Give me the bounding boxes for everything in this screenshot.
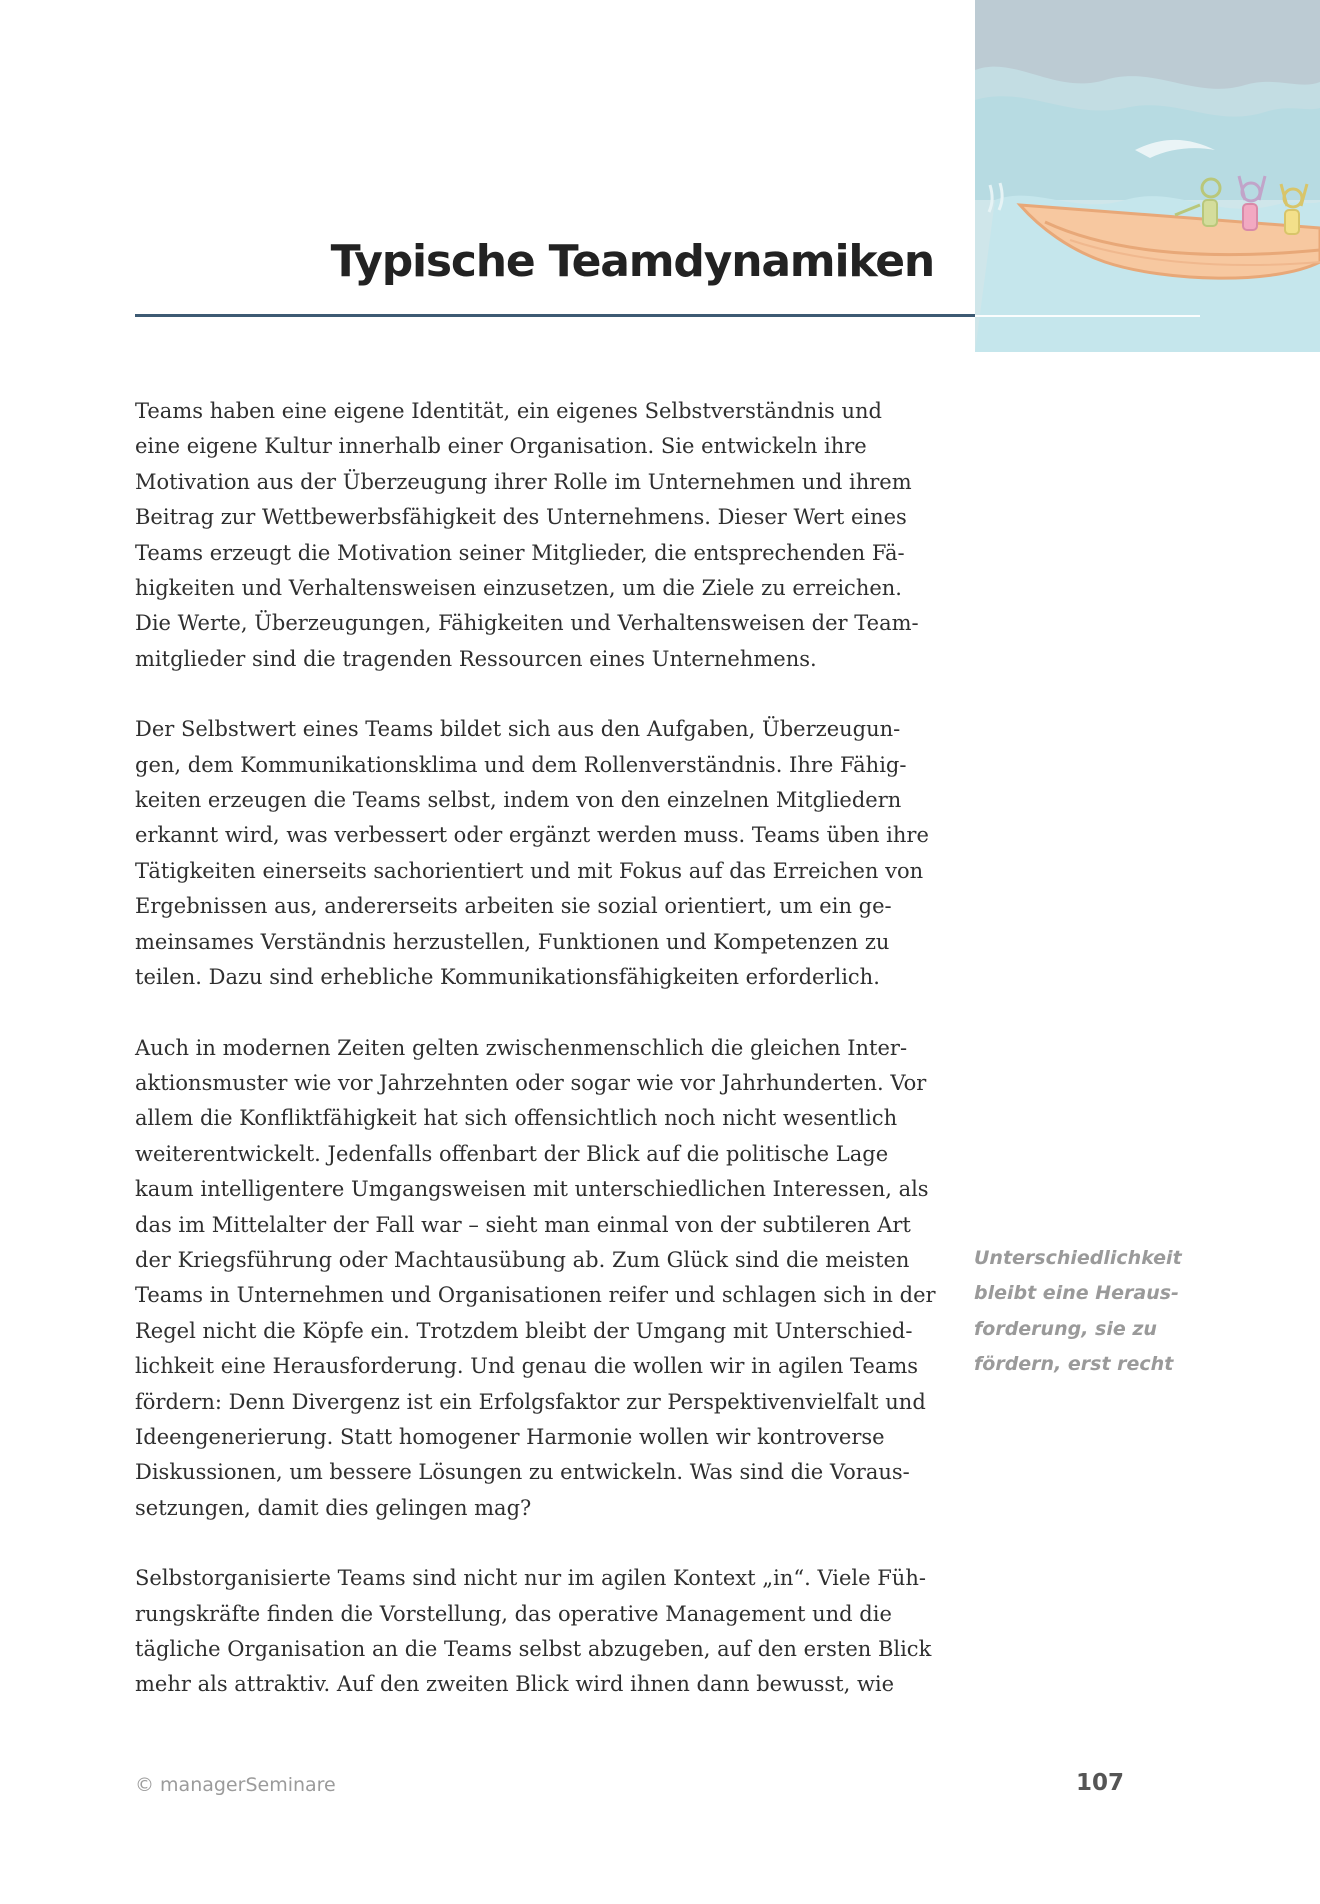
- text-line: mehr als attraktiv. Auf den zweiten Blick wird ihnen dann bewusst, wie: [135, 1672, 895, 1697]
- text-line: lichkeit eine Herausforderung. Und genau die wollen wir in agilen Teams: [135, 1354, 919, 1379]
- paragraph: [135, 1031, 935, 1527]
- text-line: Die Werte, Überzeugungen, Fähigkeiten und Verhaltensweisen der Team-: [135, 611, 919, 636]
- text-line: erkannt wird, was verbessert oder ergänzt werden muss. Teams üben ihre: [135, 823, 929, 848]
- text-line: der Kriegsführung oder Machtausübung ab. Zum Glück sind die meisten: [135, 1247, 910, 1272]
- text-line: aktionsmuster wie vor Jahrzehnten oder sogar wie vor Jahrhunderten. Vor: [135, 1070, 927, 1095]
- paragraph: [135, 712, 935, 995]
- text-line: higkeiten und Verhaltensweisen einzusetzen, um die Ziele zu erreichen.: [135, 576, 902, 601]
- text-line: Diskussionen, um bessere Lösungen zu entwickeln. Was sind die Voraus-: [135, 1460, 910, 1485]
- text-line: setzungen, damit dies gelingen mag?: [135, 1495, 532, 1520]
- paragraph: [135, 1561, 935, 1703]
- title-divider-extension: [975, 315, 1200, 317]
- text-line: Beitrag zur Wettbewerbsfähigkeit des Unternehmens. Dieser Wert eines: [135, 505, 907, 530]
- text-line: Motivation aus der Überzeugung ihrer Rolle im Unternehmen und ihrem: [135, 469, 912, 494]
- text-line: weiterentwickelt. Jedenfalls offenbart der Blick auf die politische Lage: [135, 1141, 889, 1166]
- text-line: Der Selbstwert eines Teams bildet sich aus den Aufgaben, Überzeugun-: [135, 717, 901, 742]
- text-line: Teams haben eine eigene Identität, ein eigenes Selbstverständnis und: [135, 399, 882, 423]
- text-line: mitglieder sind die tragenden Ressourcen eines Unternehmens.: [135, 646, 817, 671]
- text-line: Teams erzeugt die Motivation seiner Mitglieder, die entsprechenden Fä-: [135, 540, 905, 565]
- footer-copyright: © managerSeminare: [135, 1774, 336, 1796]
- text-line: teilen. Dazu sind erhebliche Kommunikationsfähigkeiten erforderlich.: [135, 965, 880, 990]
- margin-note-line: fördern, erst recht: [974, 1353, 1174, 1376]
- margin-note: [974, 1241, 1214, 1383]
- text-line: Teams in Unternehmen und Organisationen reifer und schlagen sich in der: [135, 1283, 936, 1308]
- text-line: meinsames Verständnis herzustellen, Funktionen und Kompetenzen zu: [135, 929, 890, 954]
- title-divider: [135, 314, 975, 317]
- boat-team-illustration: [975, 0, 1320, 352]
- text-line: fördern: Denn Divergenz ist ein Erfolgsfaktor zur Perspektivenvielfalt und: [135, 1389, 926, 1414]
- text-line: Ideengenerierung. Statt homogener Harmonie wollen wir kontroverse: [135, 1424, 885, 1449]
- text-line: allem die Konfliktfähigkeit hat sich offensichtlich noch nicht wesentlich: [135, 1106, 898, 1131]
- text-line: Regel nicht die Köpfe ein. Trotzdem bleibt der Umgang mit Unterschied-: [135, 1318, 913, 1343]
- text-line: Auch in modernen Zeiten gelten zwischenmenschlich die gleichen Inter-: [135, 1035, 908, 1060]
- text-line: Selbstorganisierte Teams sind nicht nur im agilen Kontext „in“. Viele Füh-: [135, 1566, 926, 1591]
- text-line: rungskräfte finden die Vorstellung, das operative Management und die: [135, 1601, 892, 1626]
- body-text: [135, 394, 935, 1738]
- text-line: tägliche Organisation an die Teams selbst abzugeben, auf den ersten Blick: [135, 1637, 932, 1661]
- text-line: das im Mittelalter der Fall war – sieht man einmal von der subtileren Art: [135, 1212, 911, 1237]
- text-line: keiten erzeugen die Teams selbst, indem von den einzelnen Mitgliedern: [135, 788, 902, 813]
- margin-note-line: forderung, sie zu: [974, 1317, 1157, 1340]
- page-number: 107: [1076, 1770, 1125, 1796]
- paragraph: [135, 394, 935, 677]
- text-line: eine eigene Kultur innerhalb einer Organisation. Sie entwickeln ihre: [135, 434, 867, 459]
- page-title: Typische Teamdynamiken: [330, 236, 934, 287]
- text-line: Tätigkeiten einerseits sachorientiert und mit Fokus auf das Erreichen von: [135, 858, 924, 883]
- text-line: Ergebnissen aus, andererseits arbeiten sie sozial orientiert, um ein ge-: [135, 894, 892, 919]
- text-line: kaum intelligentere Umgangsweisen mit unterschiedlichen Interessen, als: [135, 1177, 929, 1202]
- text-line: gen, dem Kommunikationsklima und dem Rollenverständnis. Ihre Fähig-: [135, 752, 907, 777]
- margin-note-line: Unterschiedlichkeit: [974, 1247, 1182, 1269]
- margin-note-line: bleibt eine Heraus-: [974, 1282, 1179, 1305]
